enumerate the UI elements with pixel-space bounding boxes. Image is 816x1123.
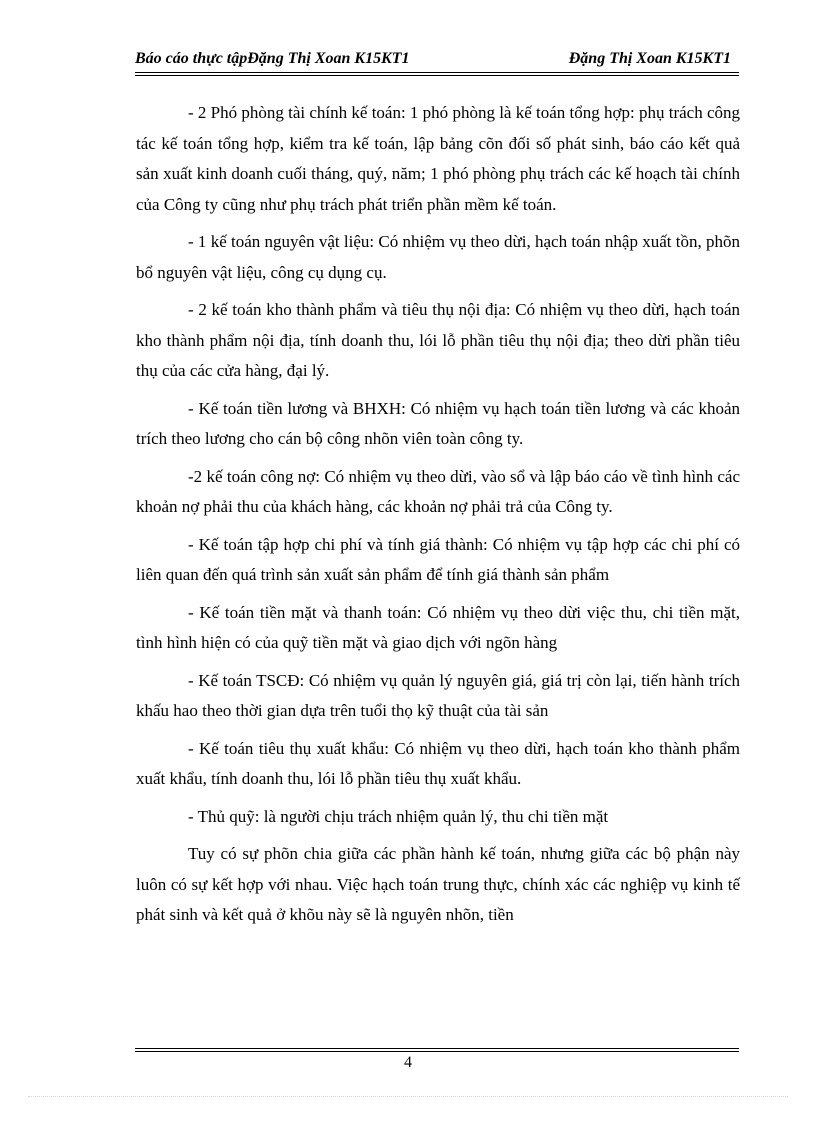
page-header xyxy=(135,48,739,72)
paragraph-cost-accountant: - Kế toán tập hợp chi phí và tính giá thành: Có nhiệm vụ tập hợp các chi phí có liên quan đến quá trình sản xuất sản phẩm để tính giá thành sản phẩm xyxy=(136,534,740,584)
header-left-text: Báo cáo thực tậpĐặng Thị Xoan K15KT1 xyxy=(135,50,410,67)
paragraph-materials-accountant: - 1 kế toán nguyên vật liệu: Có nhiệm vụ theo dừi, hạch toán nhập xuất tồn, phõn bổ nguyên vật liệu, công cụ dụng cụ. xyxy=(136,232,740,282)
page-number: 4 xyxy=(404,1054,412,1071)
footer-rule xyxy=(135,1048,739,1052)
page-edge-divider xyxy=(28,1096,788,1097)
header-rule xyxy=(135,72,739,76)
document-body xyxy=(136,98,740,938)
paragraph-debt-accountant: -2 kế toán công nợ: Có nhiệm vụ theo dừi, vào sổ và lập báo cáo về tình hình các khoản nợ phải thu của khách hàng, các khoản nợ phải trả của Công ty. xyxy=(136,466,740,516)
paragraph-export-accountant: - Kế toán tiêu thụ xuất khẩu: Có nhiệm vụ theo dừi, hạch toán kho thành phẩm xuất khẩu, tính doanh thu, lói lỗ phần tiêu thụ xuất khẩu. xyxy=(136,738,740,788)
paragraph-deputy-heads: - 2 Phó phòng tài chính kế toán: 1 phó phòng là kế toán tổng hợp: phụ trách công tác kế toán tổng hợp, kiểm tra kế toán, lập bảng cõn đối số phát sinh, báo cáo kết quả sản xuất kinh doanh cuối tháng, quý, năm; 1 phó phòng phụ trách các kế hoạch tài chính của Công ty cũng như phụ trách phát triển phần mềm kế toán. xyxy=(136,103,740,214)
paragraph-finished-goods-accountant: - 2 kế toán kho thành phẩm và tiêu thụ nội địa: Có nhiệm vụ theo dừi, hạch toán kho thành phẩm nội địa, tính doanh thu, lói lỗ phần tiêu thụ nội địa; theo dừi phần tiêu thụ của các cửa hàng, đại lý. xyxy=(136,300,740,380)
header-right-text: Đặng Thị Xoan K15KT1 xyxy=(568,50,731,67)
paragraph-treasurer: - Thủ quỹ: là người chịu trách nhiệm quản lý, thu chi tiền mặt xyxy=(188,806,609,826)
paragraph-payroll-accountant: - Kế toán tiền lương và BHXH: Có nhiệm vụ hạch toán tiền lương và các khoản trích theo lương cho cán bộ công nhõn viên toàn công ty. xyxy=(136,398,740,448)
paragraph-fixed-assets-accountant: - Kế toán TSCĐ: Có nhiệm vụ quản lý nguyên giá, giá trị còn lại, tiến hành trích khấu hao theo thời gian dựa trên tuổi thọ kỹ thuật của tài sản xyxy=(136,670,740,720)
paragraph-cash-accountant: - Kế toán tiền mặt và thanh toán: Có nhiệm vụ theo dừi việc thu, chi tiền mặt, tình hình hiện có của quỹ tiền mặt và giao dịch với ngõn hàng xyxy=(136,602,740,652)
paragraph-summary: Tuy có sự phõn chia giữa các phần hành kế toán, nhưng giữa các bộ phận này luôn có sự kết hợp với nhau. Việc hạch toán trung thực, chính xác các nghiệp vụ kinh tế phát sinh và kết quả ở khõu này sẽ là nguyên nhõn, tiền xyxy=(136,844,740,924)
